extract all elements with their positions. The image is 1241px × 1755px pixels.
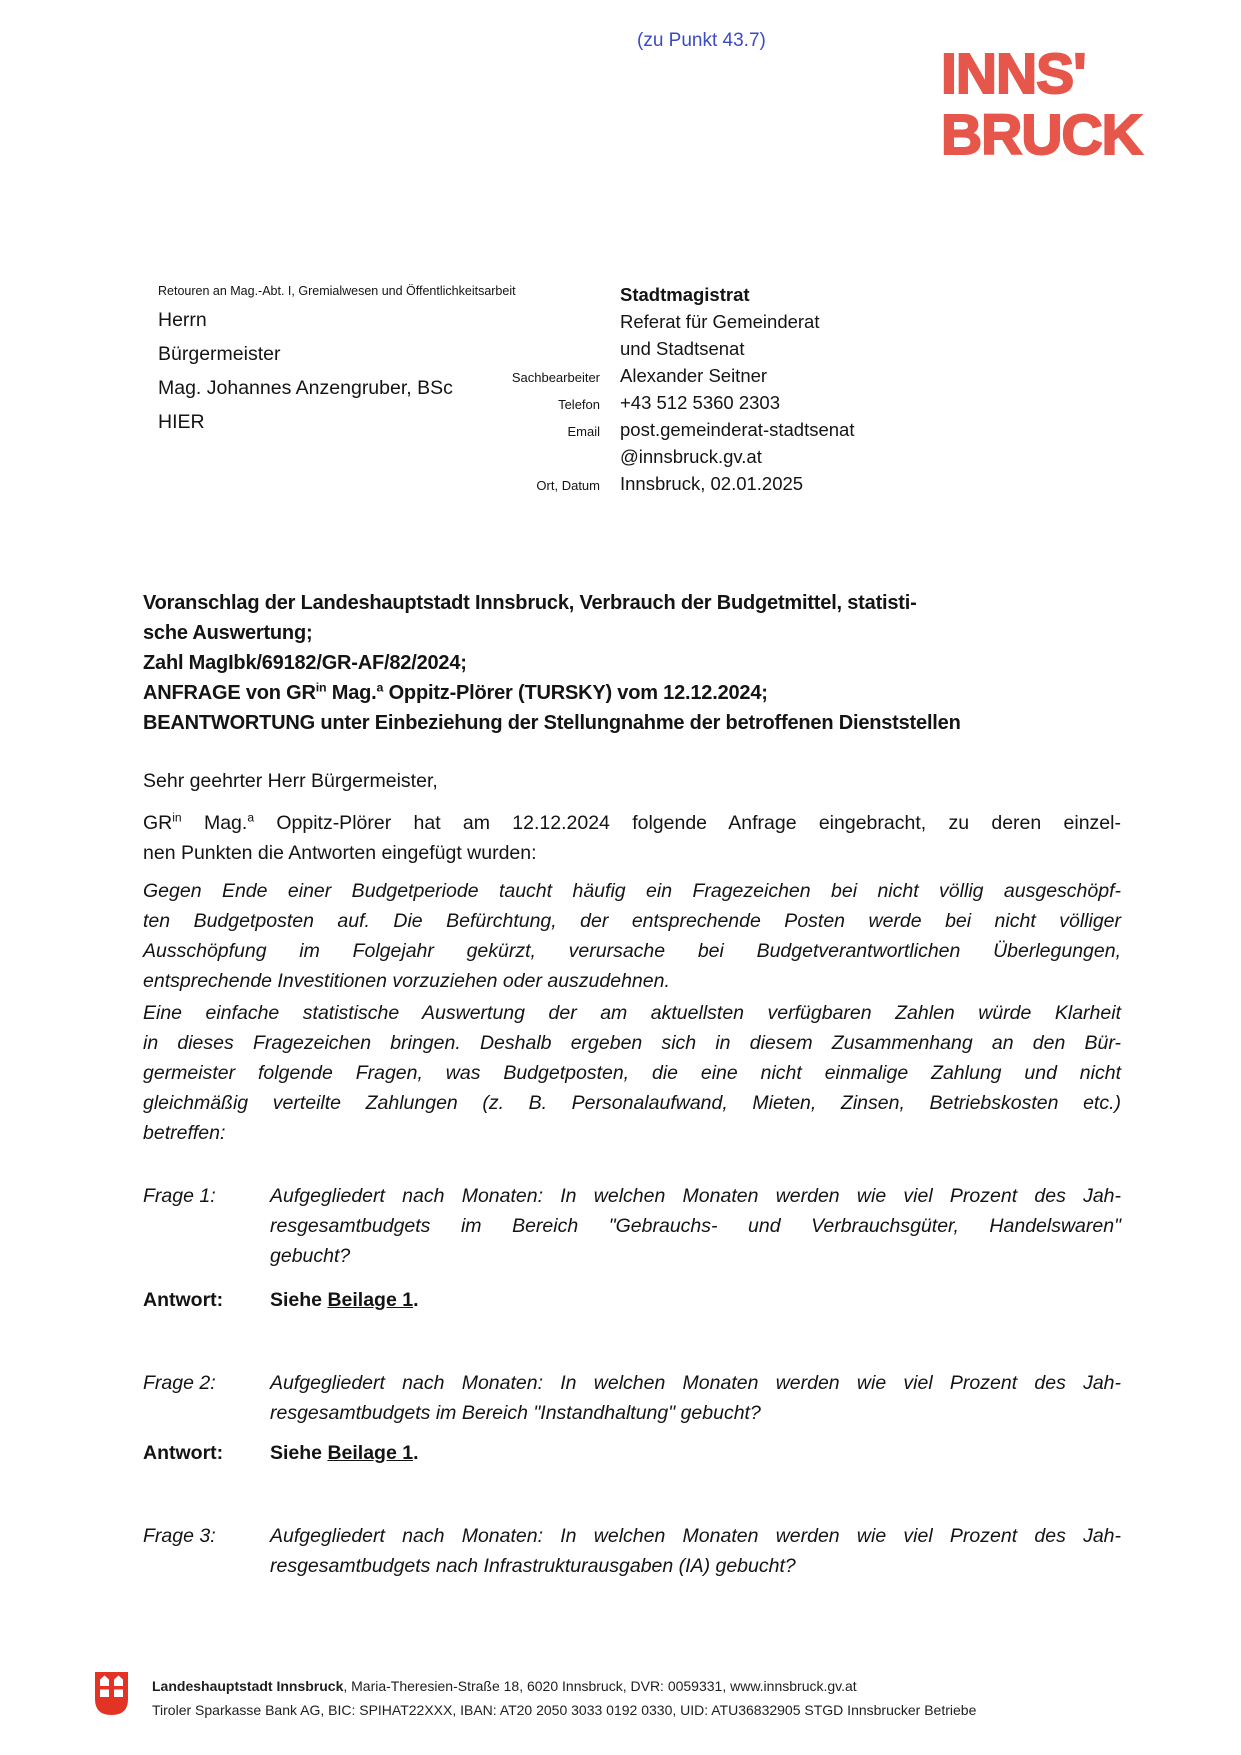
answer-1 [143,1285,1121,1315]
contact-row [360,365,920,392]
beilage-1-reference: Beilage 1 [327,1289,414,1311]
question-3 [143,1521,1121,1581]
label-email: Email [567,424,600,439]
recipient-salutation: Herrn [158,309,207,331]
label-telefon: Telefon [558,397,600,412]
beilage-1-reference: Beilage 1 [327,1442,414,1464]
innsbruck-logo [941,44,1191,166]
contact-row [360,473,920,500]
question-1-label: Frage 1: [143,1185,216,1207]
intro-line1: $GR^{in}$ Mag.$^a$ Oppitz-Plörer hat am 12.12.2024 folgende Anfrage eingebracht, zu deren einzel- [143,810,1121,834]
sender-org: Stadtmagistrat [620,284,750,305]
question-2-text: Aufgegliedert nach Monaten: In welchen Monaten werden wie viel Prozent des Jah- resgesamtbudgets im Bereich "Instandhaltung" gebucht? [270,1372,1121,1424]
sender-department-line2: und Stadtsenat [620,338,745,359]
recipient-name: Mag. Johannes Anzengruber, BSc [158,377,453,399]
intro-paragraph [143,808,1121,868]
quoted-paragraph-2: Eine einfache statistische Auswertung der am aktuellsten verfügbaren Zahlen würde Klarheit in dieses Fragezeichen bringen. Deshalb ergeben sich in diesem Zusammenhang an den Bür- germeister folgende Fragen, was Budgetposten, die eine nicht einmalige Zahlung und nicht gleichmäßig verteilte Zahlungen (z. B. Personalaufwand, Mieten, Zinsen, Betriebskosten etc.) betreffen: [143,1002,1121,1144]
question-1-text: Aufgegliedert nach Monaten: In welchen Monaten werden wie viel Prozent des Jah- resgesamtbudgets im Bereich "Gebrauchs- und Verbrauchsgüter, Handelswaren" gebucht? [270,1185,1121,1267]
answer-1-label: Antwort: [143,1289,224,1311]
contact-row [360,338,920,365]
sender-contact-block [360,284,920,500]
sender-department-line1: Referat für Gemeinderat [620,311,820,332]
footer-line2: Tiroler Sparkasse Bank AG, BIC: SPIHAT22XXX, IBAN: AT20 2050 3033 0192 0330, UID: ATU36832905 STGD Innsbrucker Betriebe [152,1702,977,1718]
clerk-name: Alexander Seitner [620,365,768,386]
answer-2-text: Siehe Beilage 1. [270,1442,419,1464]
question-2-label: Frage 2: [143,1372,216,1394]
email-address-line2: @innsbruck.gv.at [620,446,762,467]
recipient-location: HIER [158,411,205,433]
return-address-line: Retouren an Mag.-Abt. I, Gremialwesen und Öffentlichkeitsarbeit [158,284,516,298]
subject-line1: Voranschlag der Landeshauptstadt Innsbruck, Verbrauch der Budgetmittel, statisti- [143,592,917,614]
phone-number: +43 512 5360 2303 [620,392,780,413]
subject-block [143,588,1118,738]
recipient-title: Bürgermeister [158,343,281,365]
email-address-line1: post.gemeinderat-stadtsenat [620,419,855,440]
contact-row [360,311,920,338]
agenda-point-note: (zu Punkt 43.7) [637,30,766,51]
footer-text [152,1674,976,1722]
innsbruck-coat-of-arms-icon [95,1672,128,1715]
label-sachbearbeiter: Sachbearbeiter [511,370,600,385]
question-3-text: Aufgegliedert nach Monaten: In welchen Monaten werden wie viel Prozent des Jah- resgesamtbudgets nach Infrastrukturausgaben (IA) gebucht? [270,1525,1121,1577]
greeting: Sehr geehrter Herr Bürgermeister, [143,770,438,792]
place-and-date: Innsbruck, 02.01.2025 [620,473,804,494]
intro-line2: nen Punkten die Antworten eingefügt wurden: [143,842,537,864]
quoted-paragraph-1: Gegen Ende einer Budgetperiode taucht häufig ein Fragezeichen bei nicht völlig ausgeschöpf- ten Budgetposten auf. Die Befürchtung, der entsprechende Posten werde bei nicht völliger Ausschöpfung im Folgejahr gekürzt, verursache bei Budgetverantwortlichen Überlegungen, entsprechende Investitionen vorzuziehen oder auszudehnen. [143,880,1121,992]
label-ort-datum: Ort, Datum [536,478,600,493]
contact-row [360,284,920,311]
footer-line1: Landeshauptstadt Innsbruck, Maria-Theresien-Straße 18, 6020 Innsbruck, DVR: 0059331, www.innsbruck.gv.at [152,1678,857,1694]
innsbruck-logo-line2: BRUCK [941,103,1142,167]
answer-2 [143,1438,1121,1468]
question-1 [143,1181,1121,1271]
contact-row [360,392,920,419]
subject-reference-number: Zahl MagIbk/69182/GR-AF/82/2024; [143,652,467,674]
contact-row [360,446,920,473]
contact-row [360,419,920,446]
answer-2-label: Antwort: [143,1442,224,1464]
question-3-label: Frage 3: [143,1525,216,1547]
footer-org-name: Landeshauptstadt Innsbruck [152,1678,344,1694]
subject-line2: sche Auswertung; [143,622,313,644]
innsbruck-logo-line1: INNS' [941,42,1086,106]
subject-anfrage-line: ANFRAGE von $GR^{in}$ Mag.$^a$ Oppitz-Plörer (TURSKY) vom 12.12.2024; [143,680,768,704]
subject-beantwortung-line: BEANTWORTUNG unter Einbeziehung der Stellungnahme der betroffenen Dienststellen [143,712,961,734]
answer-1-text: Siehe Beilage 1. [270,1289,419,1311]
question-2 [143,1368,1121,1428]
